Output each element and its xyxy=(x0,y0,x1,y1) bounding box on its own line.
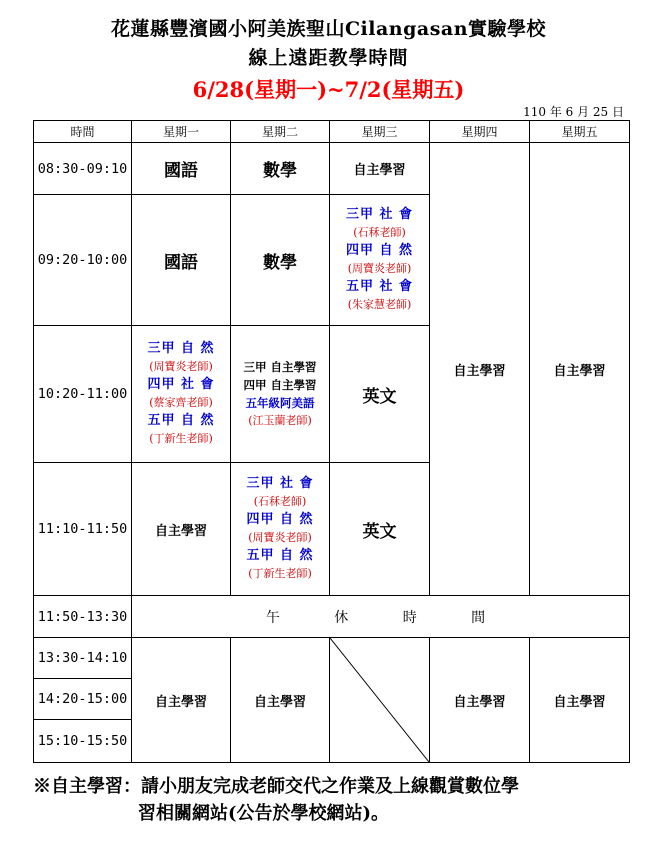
cell-fri-afternoon: 自主學習 xyxy=(530,638,630,763)
time-cell: 09:20-10:00 xyxy=(34,195,132,326)
cell-tue-1110 xyxy=(231,463,330,596)
class-subject: 三甲 社 會 xyxy=(345,207,414,222)
schedule-title: 線上遠距教學時間 xyxy=(248,47,409,69)
time-cell: 14:20-15:00 xyxy=(34,679,132,720)
class-subject: 四甲 自 然 xyxy=(246,512,314,527)
header-fri: 星期五 xyxy=(530,121,630,143)
header-tue: 星期二 xyxy=(231,121,330,143)
time-cell: 15:10-15:50 xyxy=(34,720,132,763)
table-row xyxy=(34,143,630,195)
time-cell: 13:30-14:10 xyxy=(34,638,132,679)
class-subject: 四甲 自 然 xyxy=(345,243,414,258)
note-line-2: 習相關網站(公告於學校網站)。 xyxy=(138,803,390,824)
teacher-name: (蔡家齊老師) xyxy=(149,396,213,409)
class-subject: 五甲 社 會 xyxy=(345,279,414,294)
diagonal-line xyxy=(330,638,429,762)
cell-wed-0830: 自主學習 xyxy=(330,143,430,195)
cell-mon-1110: 自主學習 xyxy=(132,463,231,596)
header-mon: 星期一 xyxy=(132,121,231,143)
teacher-name: (石秝老師) xyxy=(353,226,406,239)
time-cell: 10:20-11:00 xyxy=(34,326,132,463)
cell-mon-1020 xyxy=(132,326,231,463)
cell-wed-afternoon-empty xyxy=(330,638,430,763)
class-subject: 三甲 自 然 xyxy=(147,341,215,356)
class-subject: 五甲 自 然 xyxy=(246,548,314,563)
teacher-name: (周寶炎老師) xyxy=(347,262,412,275)
date-range-title: 6/28(星期一)~7/2(星期五) xyxy=(192,77,465,102)
cell-tue-afternoon: 自主學習 xyxy=(231,638,330,763)
table-row xyxy=(34,638,630,679)
cell-mon-afternoon: 自主學習 xyxy=(132,638,231,763)
school-title: 花蓮縣豐濱國小阿美族聖山Cilangasan實驗學校 xyxy=(110,18,547,40)
header-wed: 星期三 xyxy=(330,121,430,143)
cell-fri-morning: 自主學習 xyxy=(530,143,630,596)
class-line: 四甲 自主學習 xyxy=(243,378,317,392)
teacher-name: (江玉蘭老師) xyxy=(248,414,312,427)
cell-mon-0830: 國語 xyxy=(132,143,231,195)
self-study-note xyxy=(33,773,633,827)
schedule-table xyxy=(33,120,630,763)
cell-tue-1020 xyxy=(231,326,330,463)
teacher-name: (朱家慧老師) xyxy=(347,298,412,311)
teacher-name: (丁新生老師) xyxy=(248,567,312,580)
time-cell: 08:30-09:10 xyxy=(34,143,132,195)
cell-tue-0830: 數學 xyxy=(231,143,330,195)
class-line: 三甲 自主學習 xyxy=(243,360,317,374)
note-line-1: ※自主學習：請小朋友完成老師交代之作業及上線觀賞數位學 xyxy=(33,776,519,797)
cell-wed-1110: 英文 xyxy=(330,463,430,596)
time-cell: 11:10-11:50 xyxy=(34,463,132,596)
time-cell: 11:50-13:30 xyxy=(34,596,132,638)
cell-wed-0920 xyxy=(330,195,430,326)
cell-wed-1020: 英文 xyxy=(330,326,430,463)
class-subject: 四甲 社 會 xyxy=(147,377,215,392)
teacher-name: (石秝老師) xyxy=(253,495,307,508)
issue-date: 110 年 6 月 25 日 xyxy=(523,105,624,119)
cell-thu-afternoon: 自主學習 xyxy=(430,638,530,763)
class-subject: 三甲 社 會 xyxy=(246,476,314,491)
header-thu: 星期四 xyxy=(430,121,530,143)
cell-mon-0920: 國語 xyxy=(132,195,231,326)
teacher-name: (丁新生老師) xyxy=(149,432,213,445)
header-row xyxy=(34,121,630,143)
teacher-name: (周寶炎老師) xyxy=(149,360,213,373)
lunch-cell: 午 休 時 間 xyxy=(132,596,630,638)
header-time: 時間 xyxy=(34,121,132,143)
teacher-name: (周寶炎老師) xyxy=(248,531,312,544)
class-line: 五年級阿美語 xyxy=(245,396,315,410)
table-row xyxy=(34,596,630,638)
cell-tue-0920: 數學 xyxy=(231,195,330,326)
cell-thu-morning: 自主學習 xyxy=(430,143,530,596)
class-subject: 五甲 自 然 xyxy=(147,413,215,428)
